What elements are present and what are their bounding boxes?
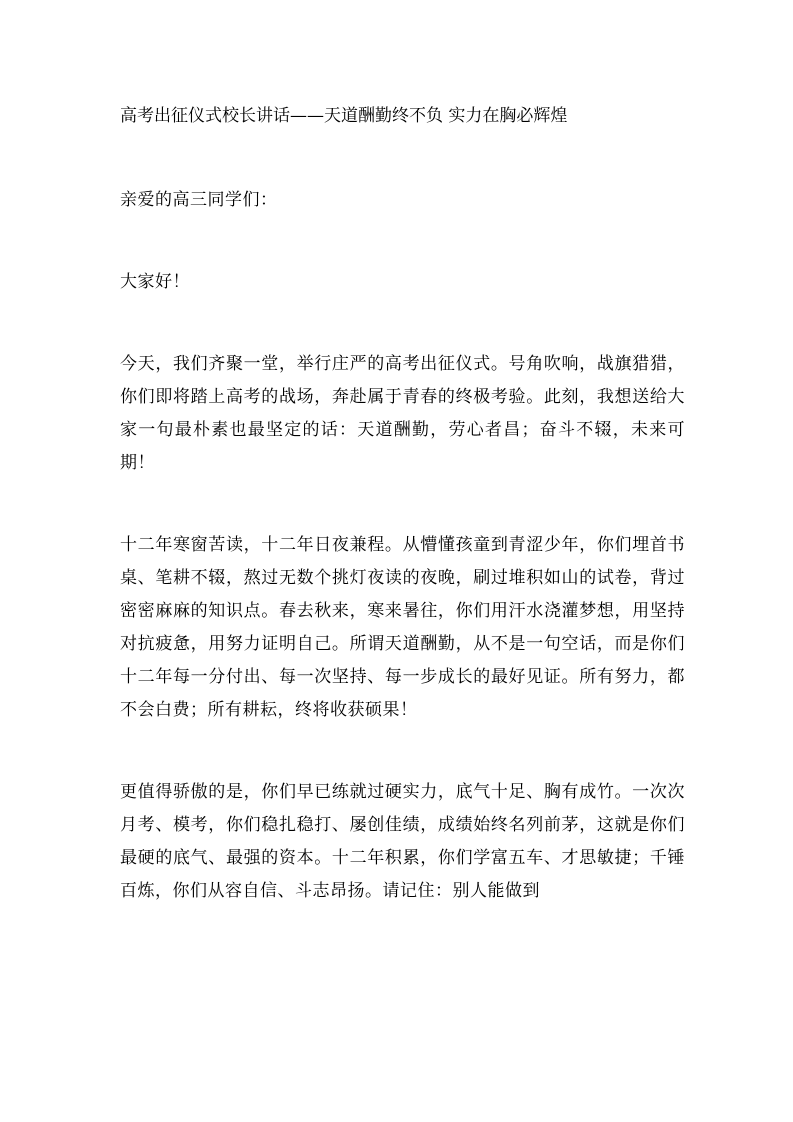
document-page <box>120 103 685 908</box>
document-title: 高考出征仪式校长讲话——天道酬勤终不负 实力在胸必辉煌 <box>120 106 568 126</box>
salutation: 亲爱的高三同学们： <box>120 190 278 210</box>
paragraph-opening: 今天，我们齐聚一堂，举行庄严的高考出征仪式。号角吹响，战旗猎猎，你们即将踏上高考的战场，奔赴属于青春的终极考验。此刻，我想送给大家一句最朴素也最坚定的话：天道酬勤，劳心者昌；奋斗不辍，未来可期！ <box>120 354 685 473</box>
spacer <box>120 217 685 266</box>
greeting: 大家好！ <box>120 272 190 292</box>
spacer <box>120 480 685 529</box>
paragraph-strength: 更值得骄傲的是，你们早已练就过硬实力，底气十足、胸有成竹。一次次月考、模考，你们稳扎稳打、屡创佳绩，成绩始终名列前茅，这就是你们最硬的底气、最强的资本。十二年积累，你们学富五车、才思敏捷；千锤百炼，你们从容自信、斗志昂扬。请记住：别人能做到 <box>120 782 685 901</box>
spacer <box>120 727 685 776</box>
paragraph-hard-work: 十二年寒窗苦读，十二年日夜兼程。从懵懂孩童到青涩少年，你们埋首书桌、笔耕不辍，熬过无数个挑灯夜读的夜晚，刷过堆积如山的试卷，背过密密麻麻的知识点。春去秋来，寒来暑往，你们用汗水浇灌梦想，用坚持对抗疲惫，用努力证明自己。所谓天道酬勤，从不是一句空话，而是你们十二年每一分付出、每一次坚持、每一步成长的最好见证。所有努力，都不会白费；所有耕耘，终将收获硕果！ <box>120 535 685 720</box>
spacer <box>120 299 685 348</box>
spacer <box>120 129 685 184</box>
